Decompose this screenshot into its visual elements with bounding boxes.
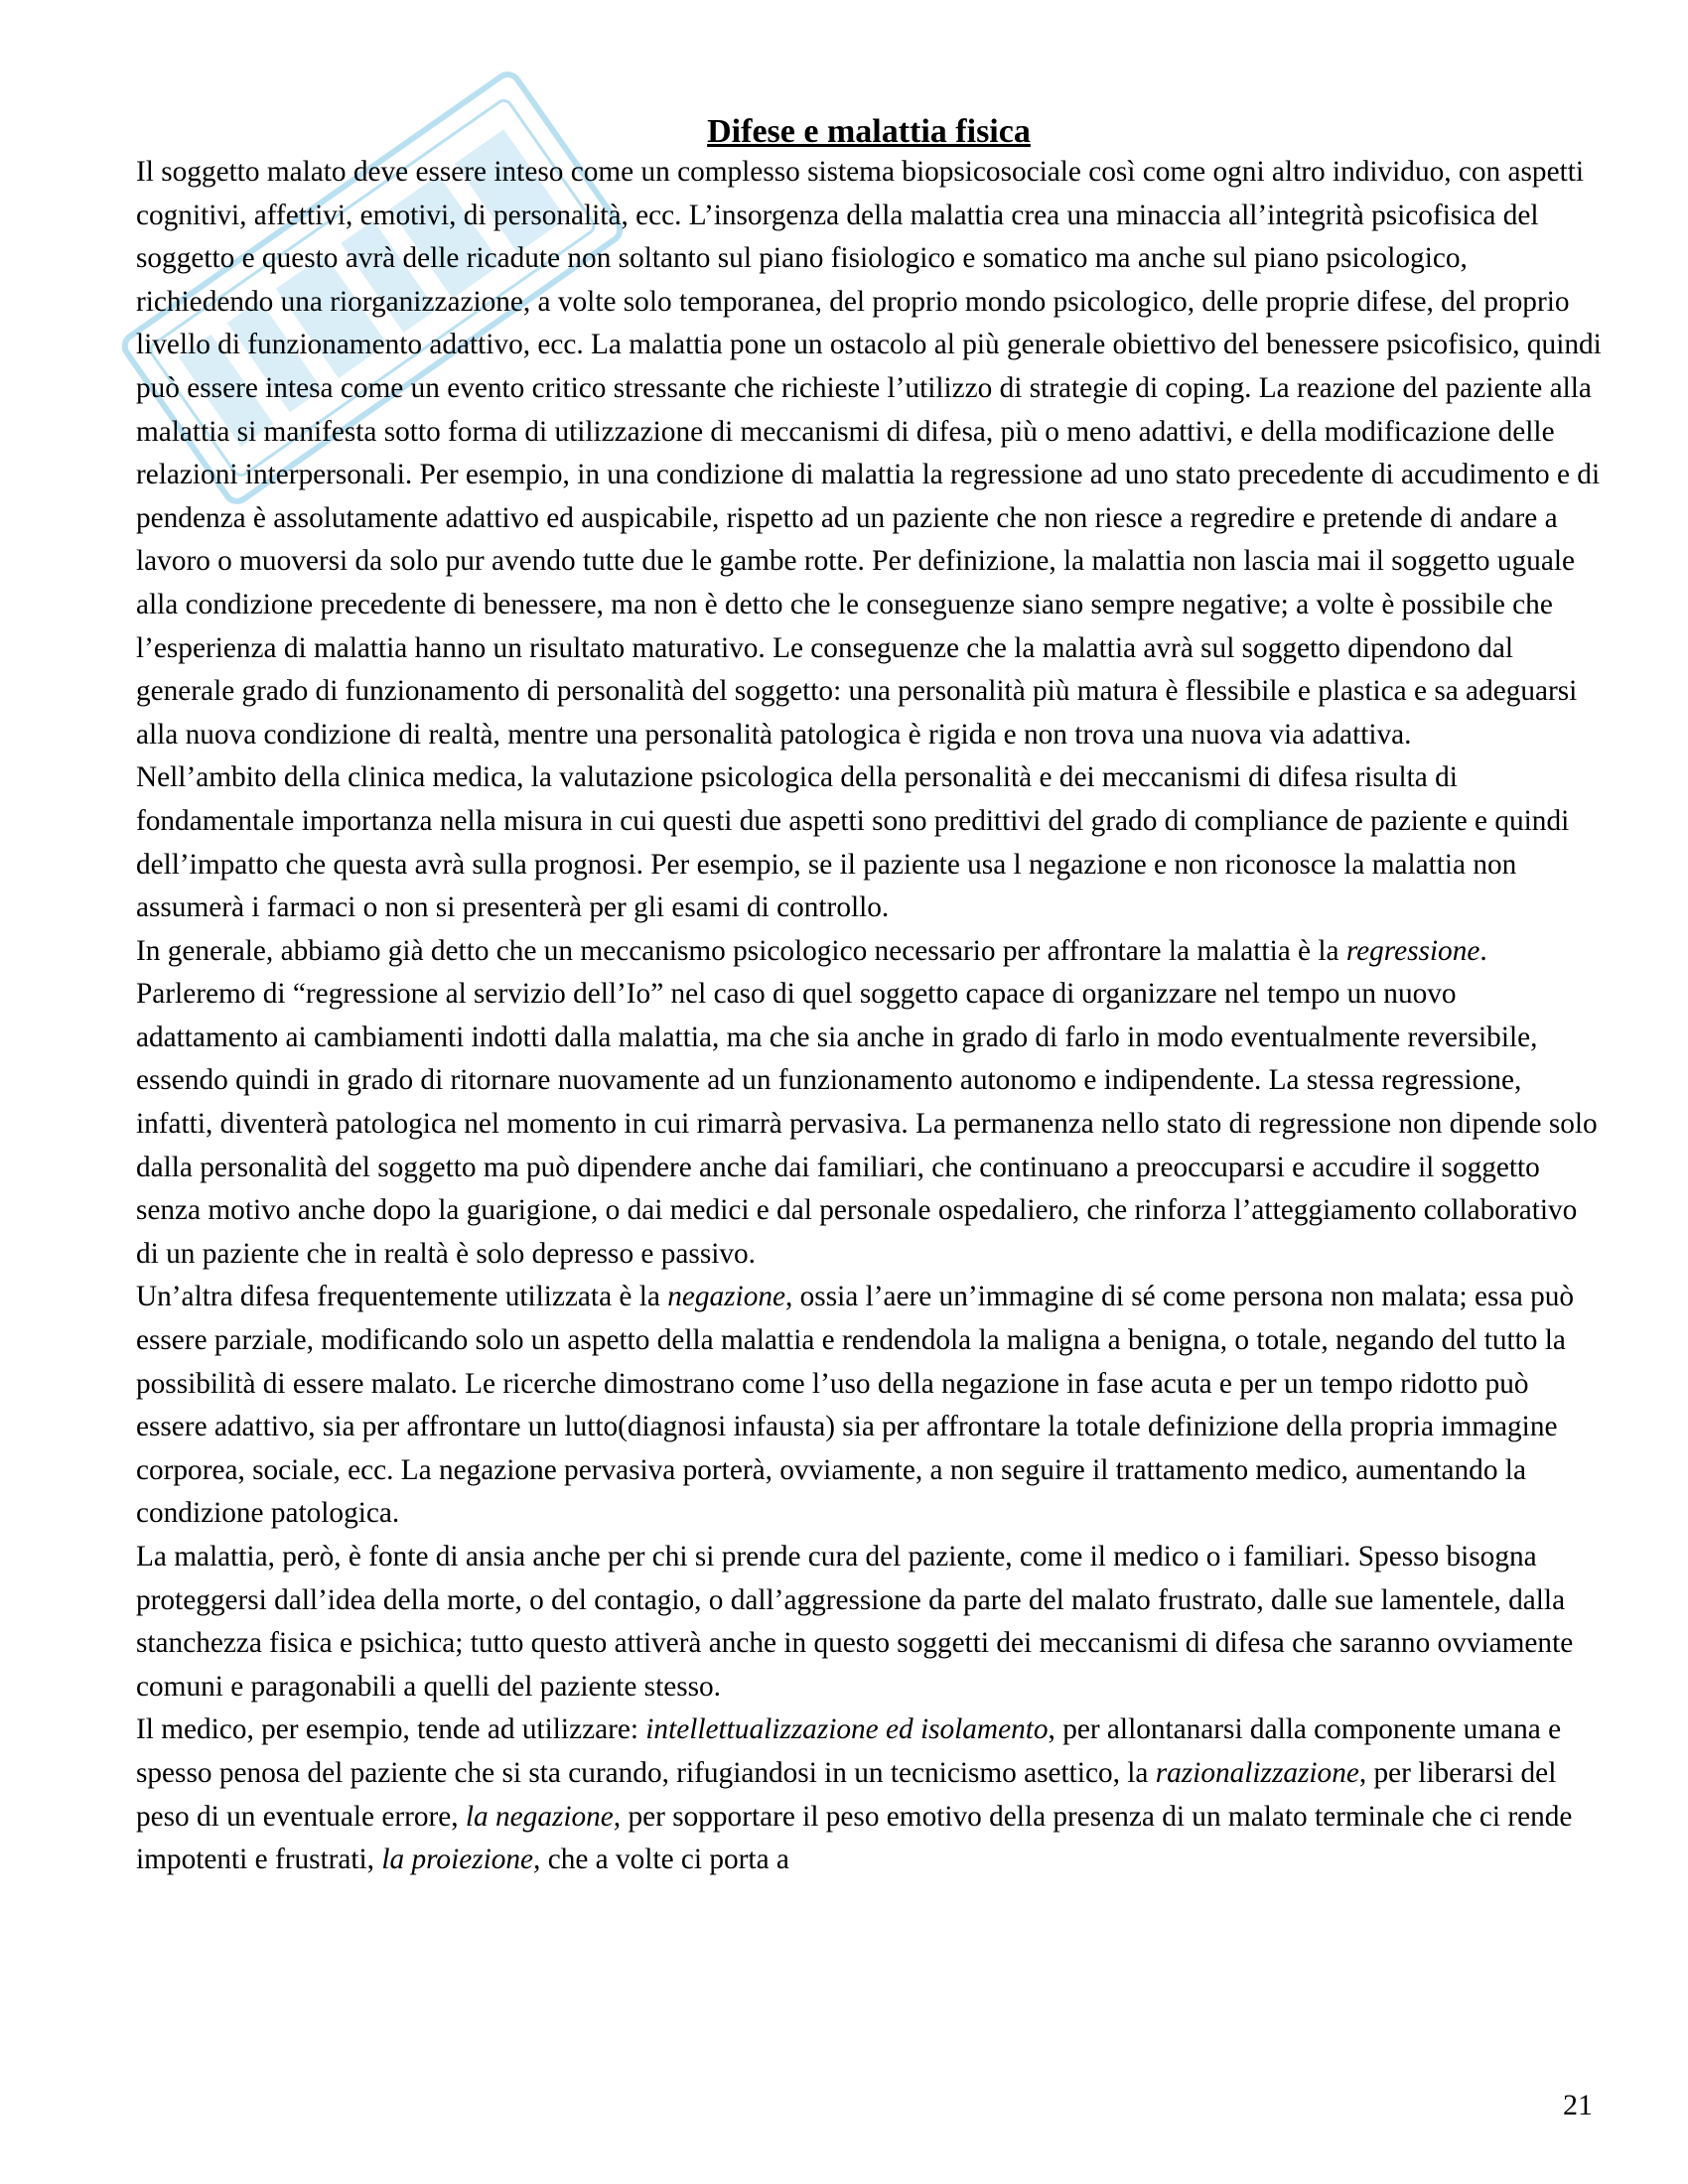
document-page bbox=[136, 107, 1602, 1882]
text-run: Un’altra difesa frequentemente utilizzata è la bbox=[136, 1281, 668, 1313]
italic-term: la proiezione, bbox=[381, 1843, 541, 1876]
page-number: 21 bbox=[1563, 2089, 1593, 2121]
text-run: . Parleremo di “regressione al servizio dell’Io” nel caso di quel soggetto capace di organizzare nel tempo un nuovo adattamento ai cambiamenti indotti dalla malattia, ma che sia anche in grado di farlo in modo eventualmente reversibile, essendo quindi in grado di ritornare nuovamente ad un funzionamento autonomo e indipendente. La stessa regressione, infatti, diventerà patologica nel momento in cui rimarrà pervasiva. La permanenza nello stato di regressione non dipende solo dalla personalità del soggetto ma può dipendere anche dai familiari, che continuano a preoccuparsi e accudire il soggetto senza motivo anche dopo la guarigione, o dai medici e dal personale ospedaliero, che rinforza l’atteggiamento collaborativo di un paziente che in realtà è solo depresso e passivo. bbox=[136, 934, 1598, 1270]
text-run: Il soggetto malato deve essere inteso come un complesso sistema biopsicosociale così come ogni altro individuo, con aspetti cognitivi, affettivi, emotivi, di personalità, ecc. L’insorgenza della malattia crea una minaccia all’integrità psicofisica del soggetto e questo avrà delle ricadute non soltanto sul piano fisiologico e somatico ma anche sul piano psicologico, richiedendo una riorganizzazione, a volte solo temporanea, del proprio mondo psicologico, delle proprie difese, del proprio livello di funzionamento adattivo, ecc. La malattia pone un ostacolo al più generale obiettivo del benessere psicofisico, quindi può essere intesa come un evento critico stressante che richieste l’utilizzo di strategie di coping. La reazione del paziente alla malattia si manifesta sotto forma di utilizzazione di meccanismi di difesa, più o meno adattivi, e della modificazione delle relazioni interpersonali. Per esempio, in una condizione di malattia la regressione ad uno stato precedente di accudimento e di pendenza è assolutamente adattivo ed auspicabile, rispetto ad un paziente che non riesce a regredire e pretende di andare a lavoro o muoversi da solo pur avendo tutte due le gambe rotte. Per definizione, la malattia non lascia mai il soggetto uguale alla condizione precedente di benessere, ma non è detto che le conseguenze siano sempre negative; a volte è possibile che l’esperienza di malattia hanno un risultato maturativo. Le conseguenze che la malattia avrà sul soggetto dipendono dal generale grado di funzionamento di personalità del soggetto: una personalità più matura è flessibile e plastica e sa adeguarsi alla nuova condizione di realtà, mentre una personalità patologica è rigida e non trova una nuova via adattiva. bbox=[136, 156, 1602, 751]
paragraph bbox=[136, 1708, 1602, 1881]
text-run: In generale, abbiamo già detto che un meccanismo psicologico necessario per affrontare la malattia è la bbox=[136, 934, 1346, 967]
text-run: Nell’ambito della clinica medica, la valutazione psicologica della personalità e dei meccanismi di difesa risulta di fondamentale importanza nella misura in cui questi due aspetti sono predittivi del grado di compliance de paziente e quindi dell’impatto che questa avrà sulla prognosi. Per esempio, se il paziente usa l negazione e non riconosce la malattia non assumerà i farmaci o non si presenterà per gli esami di controllo. bbox=[136, 761, 1570, 924]
paragraph bbox=[136, 151, 1602, 756]
italic-term: intellettualizzazione ed isolamento bbox=[645, 1713, 1049, 1746]
document-body bbox=[136, 151, 1602, 1882]
document-title: Difese e malattia fisica bbox=[707, 113, 1031, 150]
paragraph bbox=[136, 756, 1602, 929]
text-run: , ossia l’aere un’immagine di sé come persona non malata; essa può essere parziale, modificando solo un aspetto della malattia e rendendola la maligna a benigna, o totale, negando del tutto la possibilità di essere malato. Le ricerche dimostrano come l’uso della negazione in fase acuta e per un tempo ridotto può essere adattivo, sia per affrontare un lutto(diagnosi infausta) sia per affrontare la totale definizione della propria immagine corporea, sociale, ecc. La negazione pervasiva porterà, ovviamente, a non seguire il trattamento medico, aumentando la condizione patologica. bbox=[136, 1281, 1575, 1530]
text-run: Il medico, per esempio, tende ad utilizzare: bbox=[136, 1713, 646, 1746]
text-run: , per liberarsi del peso di un eventuale errore, bbox=[136, 1756, 1557, 1833]
paragraph bbox=[136, 1536, 1602, 1708]
text-run: per sopportare il peso emotivo della presenza di un malato terminale che ci rende impotenti e frustrati, bbox=[136, 1800, 1573, 1876]
italic-term: regressione bbox=[1345, 934, 1480, 967]
text-run: La malattia, però, è fonte di ansia anche per chi si prende cura del paziente, come il medico o i familiari. Spesso bisogna proteggersi dall’idea della morte, o del contagio, o dall’aggressione da parte del malato frustrato, dalle sue lamentele, dalla stanchezza fisica e psichica; tutto questo attiverà anche in questo soggetti dei meccanismi di difesa che saranno ovviamente comuni e paragonabili a quelli del paziente stesso. bbox=[136, 1541, 1574, 1703]
italic-term: negazione bbox=[667, 1281, 785, 1313]
paragraph bbox=[136, 930, 1602, 1277]
text-run: , per allontanarsi dalla componente umana e spesso penosa del paziente che si sta curando, rifugiandosi in un tecnicismo asettico, la bbox=[136, 1713, 1562, 1789]
paragraph bbox=[136, 1276, 1602, 1536]
text-run: che a volte ci porta a bbox=[540, 1843, 789, 1876]
italic-term: la negazione, bbox=[465, 1800, 622, 1833]
italic-term: razionalizzazione bbox=[1155, 1756, 1359, 1789]
